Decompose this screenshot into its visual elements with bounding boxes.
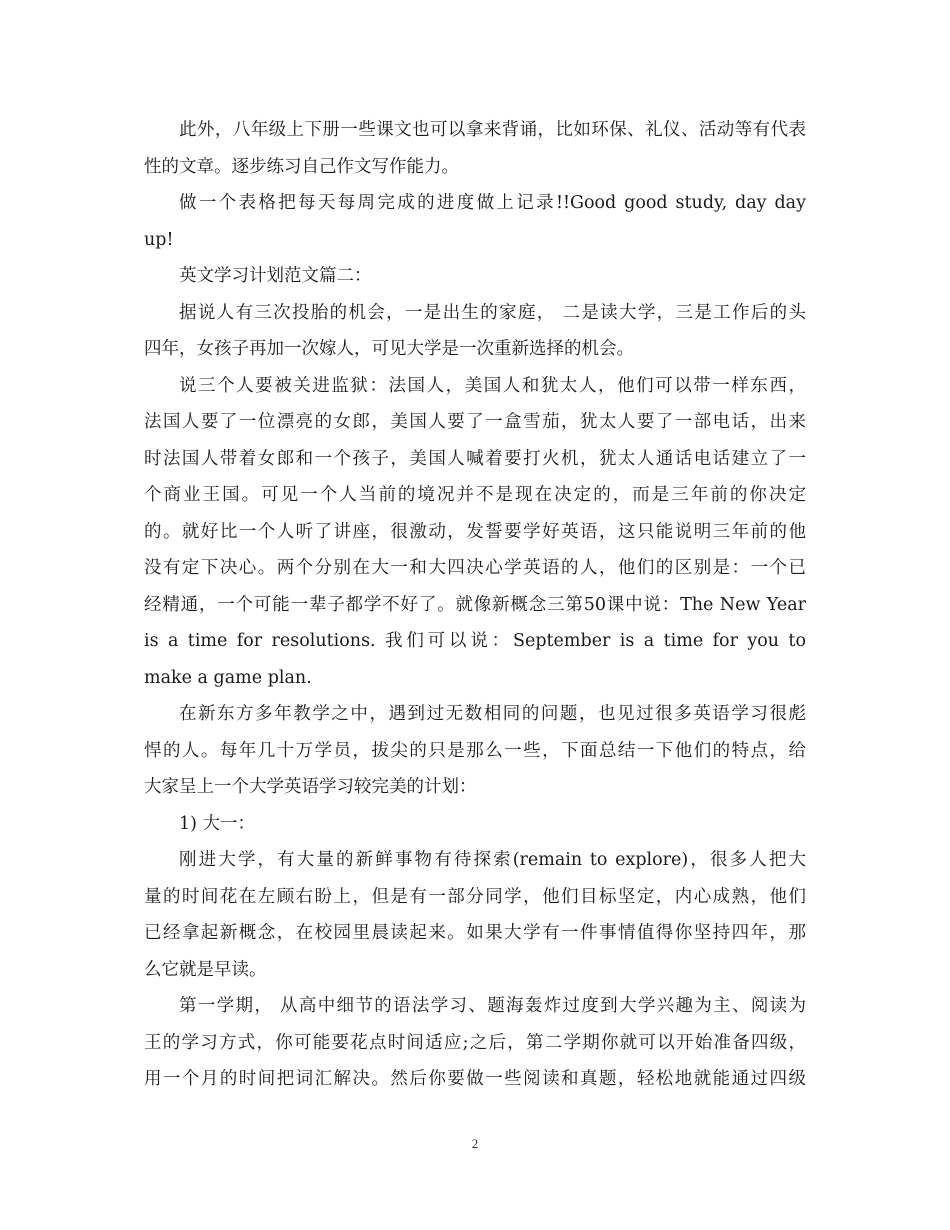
paragraph [144, 696, 806, 806]
page-number: 2 [471, 1136, 479, 1151]
text-line: 法国人要了一位漂亮的女郎，美国人要了一盒雪茄，犹太人要了一部电话，出来 [144, 412, 806, 432]
text-line: 么它就是早读。 [144, 959, 267, 980]
text-line: 说三个人要被关进监狱：法国人，美国人和犹太人，他们可以带一样东西， [179, 375, 806, 396]
text-line: 此外，八年级上下册一些课文也可以拿来背诵，比如环保、礼仪、活动等有代表 [179, 120, 806, 140]
paragraph [144, 806, 806, 843]
text-line: 大家呈上一个大学英语学习较完美的计划： [144, 777, 477, 797]
paragraph [144, 842, 806, 988]
text-line: 量的时间花在左顾右盼上，但是有一部分同学，他们目标坚定，内心成熟，他们 [144, 886, 806, 907]
text-line: 已经拿起新概念，在校园里晨读起来。如果大学有一件事情值得你坚持四年，那 [144, 923, 806, 943]
text-line: 做一个表格把每天每周完成的进度做上记录!!Good good study, day day [179, 193, 806, 213]
paragraph [144, 988, 806, 1098]
paragraph [144, 185, 806, 258]
text-line: up! [144, 229, 174, 250]
text-line: 没有定下决心。两个分别在大一和大四决心学英语的人，他们的区别是：一个已 [144, 558, 806, 578]
paragraph [144, 258, 806, 295]
text-line: 据说人有三次投胎的机会，一是出生的家庭， 二是读大学，三是工作后的头 [179, 302, 806, 323]
paragraph [144, 295, 806, 368]
paragraph [144, 368, 806, 697]
text-line: 时法国人带着女郎和一个孩子，美国人喊着要打火机，犹太人通话电话建立了一 [144, 448, 806, 469]
text-line: 在新东方多年教学之中，遇到过无数相同的问题，也见过很多英语学习很彪 [179, 704, 806, 724]
text-line: 悍的人。每年几十万学员，拔尖的只是那么一些，下面总结一下他们的特点，给 [144, 740, 806, 761]
text-line: 四年，女孩子再加一次嫁人，可见大学是一次重新选择的机会。 [144, 339, 634, 359]
text-line: 第一学期， 从高中细节的语法学习、题海轰炸过度到大学兴趣为主、阅读为 [179, 996, 806, 1016]
text-line: 1) 大一： [179, 813, 256, 834]
text-line: 经精通，一个可能一辈子都学不好了。就像新概念三第50课中说：The New Year [144, 594, 806, 615]
text-line: 个商业王国。可见一个人当前的境况并不是现在决定的，而是三年前的你决定 [144, 485, 806, 505]
text-line: make a game plan. [144, 667, 312, 688]
text-line: 用一个月的时间把词汇解决。然后你要做一些阅读和真题，轻松地就能通过四级 [144, 1069, 806, 1089]
text-line: 王的学习方式，你可能要花点时间适应;之后，第二学期你就可以开始准备四级， [144, 1032, 806, 1053]
text-line: 的。就好比一个人听了讲座，很激动，发誓要学好英语，这只能说明三年前的他 [144, 521, 806, 542]
text-line: 性的文章。逐步练习自己作文写作能力。 [144, 156, 459, 177]
text-line: is a time for resolutions. 我们可以说：September is a time for you to [144, 631, 806, 651]
paragraph [144, 112, 806, 185]
text-line: 刚进大学，有大量的新鲜事物有待探索(remain to explore)，很多人把大 [179, 850, 806, 870]
body-text [144, 112, 806, 1098]
text-line: 英文学习计划范文篇二： [179, 266, 372, 286]
